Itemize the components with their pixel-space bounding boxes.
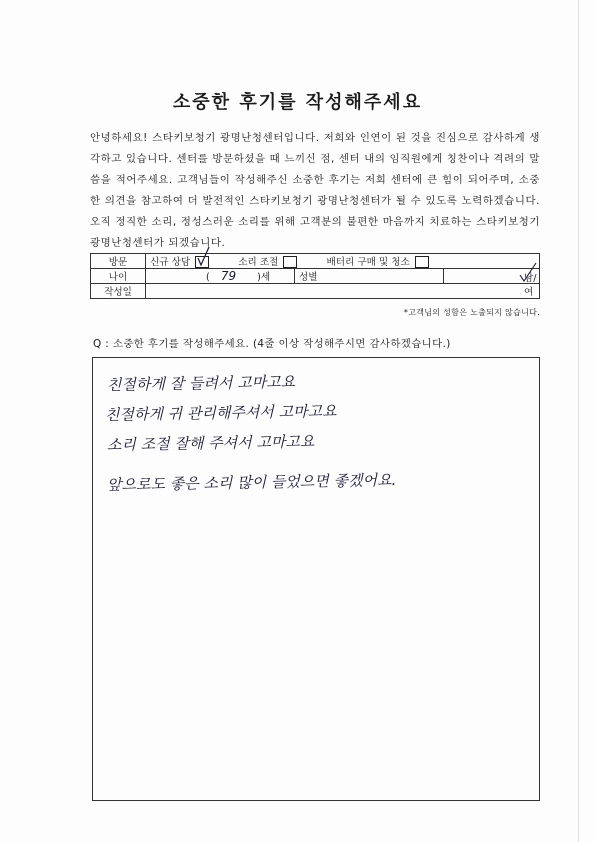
- check-mark-icon: [197, 249, 211, 267]
- age-label: 나이: [91, 269, 146, 284]
- gender-label: 성별: [295, 269, 444, 284]
- age-field[interactable]: [146, 269, 295, 284]
- new-consultation-checkbox[interactable]: [195, 256, 209, 268]
- handwritten-line: 친절하게 잘 들려서 고마고요: [106, 372, 296, 394]
- option-label: 소리 조절: [238, 257, 279, 268]
- age-handwritten-value: 79: [220, 269, 237, 283]
- date-row: [91, 284, 540, 299]
- visit-row: [91, 254, 540, 269]
- gender-options: 남/여: [524, 273, 537, 298]
- age-unit: )세: [257, 272, 271, 283]
- date-field[interactable]: [146, 284, 540, 299]
- privacy-note: *고객님의 성함은 노출되지 않습니다.: [403, 308, 540, 317]
- sound-adjust-checkbox[interactable]: [283, 256, 297, 268]
- review-question: Q : 소중한 후기를 작성해주세요. (4줄 이상 작성해주시면 감사하겠습니다.): [93, 338, 451, 350]
- gender-field[interactable]: [444, 269, 540, 298]
- form-title: 소중한 후기를 작성해주세요: [172, 92, 423, 113]
- handwriting-canvas: [93, 358, 539, 800]
- handwritten-line: 소리 조절 잘해 주셔서 고마고요: [106, 432, 315, 454]
- handwritten-line: 친절하게 귀 관리해주셔서 고마고요: [104, 401, 337, 424]
- page-edge-line: [578, 0, 579, 842]
- review-answer-box[interactable]: [92, 357, 540, 801]
- customer-info-table: [90, 253, 540, 299]
- option-label: 배터리 구매 및 청소: [326, 257, 410, 268]
- age-gender-row: [91, 269, 540, 284]
- option-label: 신규 상담: [150, 257, 191, 268]
- option-battery-cleaning[interactable]: [327, 254, 429, 268]
- visit-options: [146, 254, 540, 269]
- visit-label: 방문: [91, 254, 146, 269]
- age-open-paren: (: [206, 272, 210, 283]
- option-sound-adjust[interactable]: [238, 254, 297, 268]
- option-new-consultation[interactable]: [150, 254, 209, 268]
- intro-paragraph: 안녕하세요! 스타키보청기 광명난청센터입니다. 저희와 인연이 된 것을 진심으로 감사하게 생각하고 있습니다. 센터를 방문하셨을 때 느끼신 점, 센터 내의 임직원에게 칭찬이나 격려의 말씀을 적어주세요. 고객님들이 작성해주신 소중한 후기는 저희 센터에 큰 힘이 되어주며, 소중한 의견을 참고하여 더 발전적인 스타키보청기 광명난청센터가 될 수 있도록 노력하겠습니다. 오직 정직한 소리, 정성스러운 소리를 위해 고객분의 불편한 마음까지 치료하는 스타키보청기 광명난청센터가 되겠습니다.: [90, 132, 540, 249]
- handwritten-line: 앞으로도 좋은 소리 많이 들었으면 좋겠어요.: [106, 470, 397, 494]
- date-label: 작성일: [91, 284, 146, 299]
- gender-mark-icon: [518, 261, 548, 281]
- battery-cleaning-checkbox[interactable]: [415, 256, 429, 268]
